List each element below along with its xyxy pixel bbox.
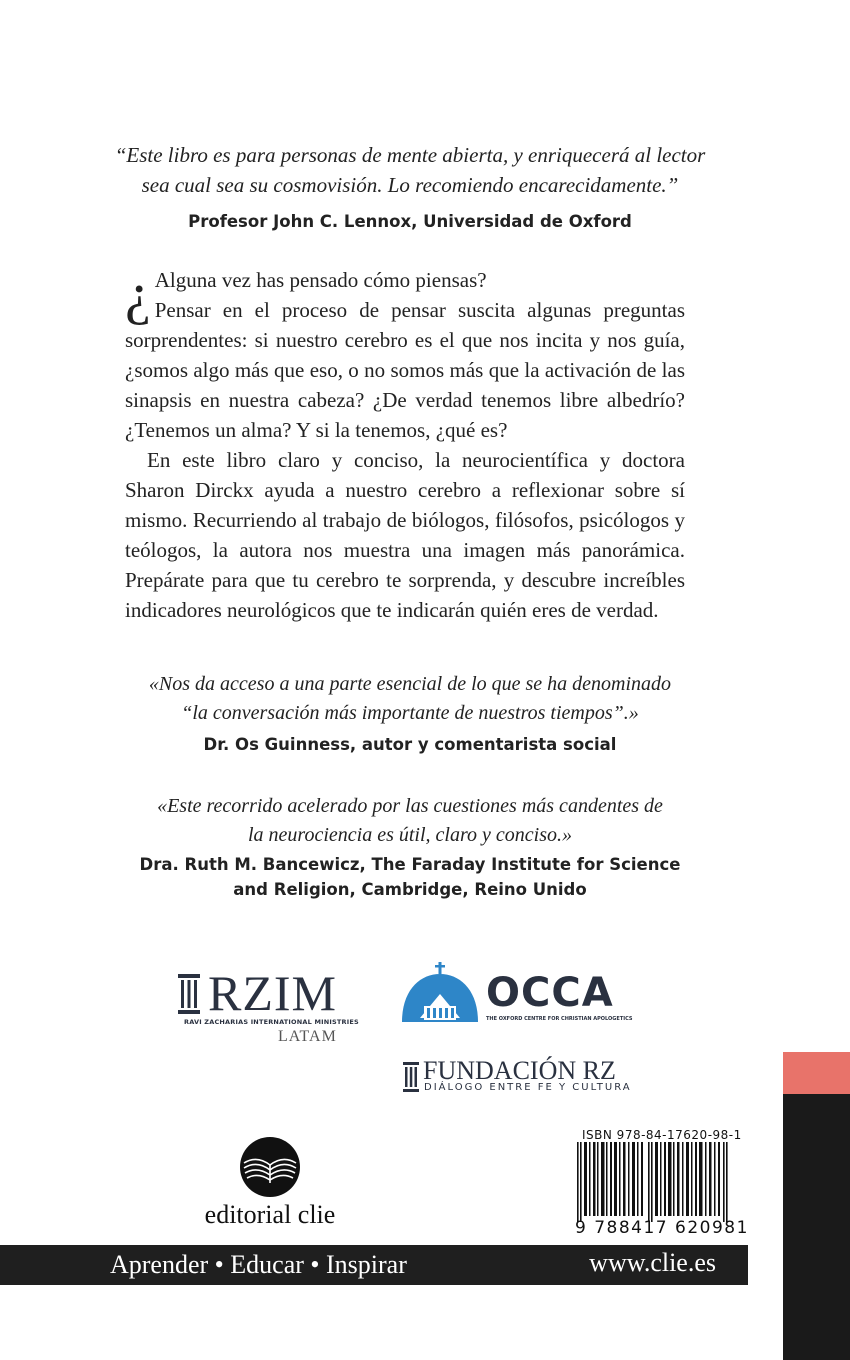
rzim-wordmark: RZIM: [208, 965, 337, 1021]
blurb-paragraph-1: Pensar en el proceso de pensar suscita algunas preguntas sorprendentes: si nuestro cerebro es el que nos incita y nos guía, ¿somos algo más que eso, o no somos más que la activación de las sinapsis en nuestra cabeza? ¿De verdad tenemos libre albedrío? ¿Tenemos un alma? Y si la tenemos, ¿qué es?: [125, 298, 685, 442]
rzim-region: LATAM: [278, 1028, 337, 1045]
blurb-text: [125, 261, 685, 625]
publisher-website: www.clie.es: [589, 1248, 716, 1277]
blurb-first-line: Alguna vez has pensado cómo piensas?: [154, 268, 487, 292]
footer-bar: [0, 1245, 748, 1285]
endorsement-line: «Nos da acceso a una parte esencial de lo que se ha denominado: [148, 673, 672, 695]
endorsement-author-line: Dra. Ruth M. Bancewicz, The Faraday Institute for Science: [139, 855, 681, 874]
barcode-icon: [575, 1142, 730, 1222]
fundacion-rz-wordmark: FUNDACIÓN RZ: [423, 1056, 616, 1085]
pillar-icon: [178, 974, 200, 1014]
publisher-wordmark: editorial clie: [204, 1200, 336, 1229]
occa-logo: [400, 960, 633, 1030]
endorsement-quote-top: [90, 140, 730, 200]
spine-dark-strip: [783, 1094, 850, 1360]
rzim-subtitle: RAVI ZACHARIAS INTERNATIONAL MINISTRIES: [184, 1018, 359, 1026]
blurb-paragraph-2: En este libro claro y conciso, la neurocientífica y doctora Sharon Dirckx ayuda a nuestro cerebro a reflexionar sobre sí mismo. Recurriendo al trabajo de biólogos, filósofos, psicólogos y teólogos, la autora nos muestra una imagen más panorámica. Prepárate para que tu cerebro te sorprenda, y descubre increíbles indicadores neurológicos que te indicarán quién eres de verdad.: [125, 448, 685, 622]
barcode-digits: 9 788417 620981: [575, 1218, 749, 1238]
endorsement-author-3: [110, 852, 710, 902]
endorsement-line: “Este libro es para personas de mente abierta, y enriquecerá al lector: [114, 143, 706, 167]
endorsement-quote-2: [90, 670, 730, 728]
endorsement-line: «Este recorrido acelerado por las cuestiones más candentes de: [157, 795, 663, 817]
fundacion-rz-subtitle: DIÁLOGO ENTRE FE Y CULTURA: [424, 1082, 632, 1093]
endorsement-line: sea cual sea su cosmovisión. Lo recomiendo encarecidamente.”: [141, 173, 679, 197]
dome-icon: [400, 960, 480, 1028]
endorsement-author-top: Profesor John C. Lennox, Universidad de Oxford: [188, 212, 632, 231]
pillar-icon: [403, 1062, 419, 1092]
endorsement-author-line: and Religion, Cambridge, Reino Unido: [233, 880, 587, 899]
endorsement-quote-3: [90, 792, 730, 850]
publisher-slogan: Aprender • Educar • Inspirar: [110, 1250, 407, 1279]
occa-wordmark: OCCA: [486, 970, 614, 1016]
endorsement-line: la neurociencia es útil, claro y conciso.»: [248, 824, 572, 846]
endorsement-author-2: Dr. Os Guinness, autor y comentarista social: [203, 735, 617, 754]
rzim-logo: [178, 965, 359, 1048]
drop-cap: ¿: [125, 261, 151, 326]
fundacion-rz-logo: [403, 1056, 643, 1100]
isbn-label: ISBN 978-84-17620-98-1: [582, 1128, 742, 1142]
endorsement-line: “la conversación más importante de nuestros tiempos”.»: [181, 702, 639, 724]
occa-subtitle: THE OXFORD CENTRE FOR CHRISTIAN APOLOGETICS: [486, 1016, 633, 1022]
spine-accent-strip: [783, 1052, 850, 1094]
